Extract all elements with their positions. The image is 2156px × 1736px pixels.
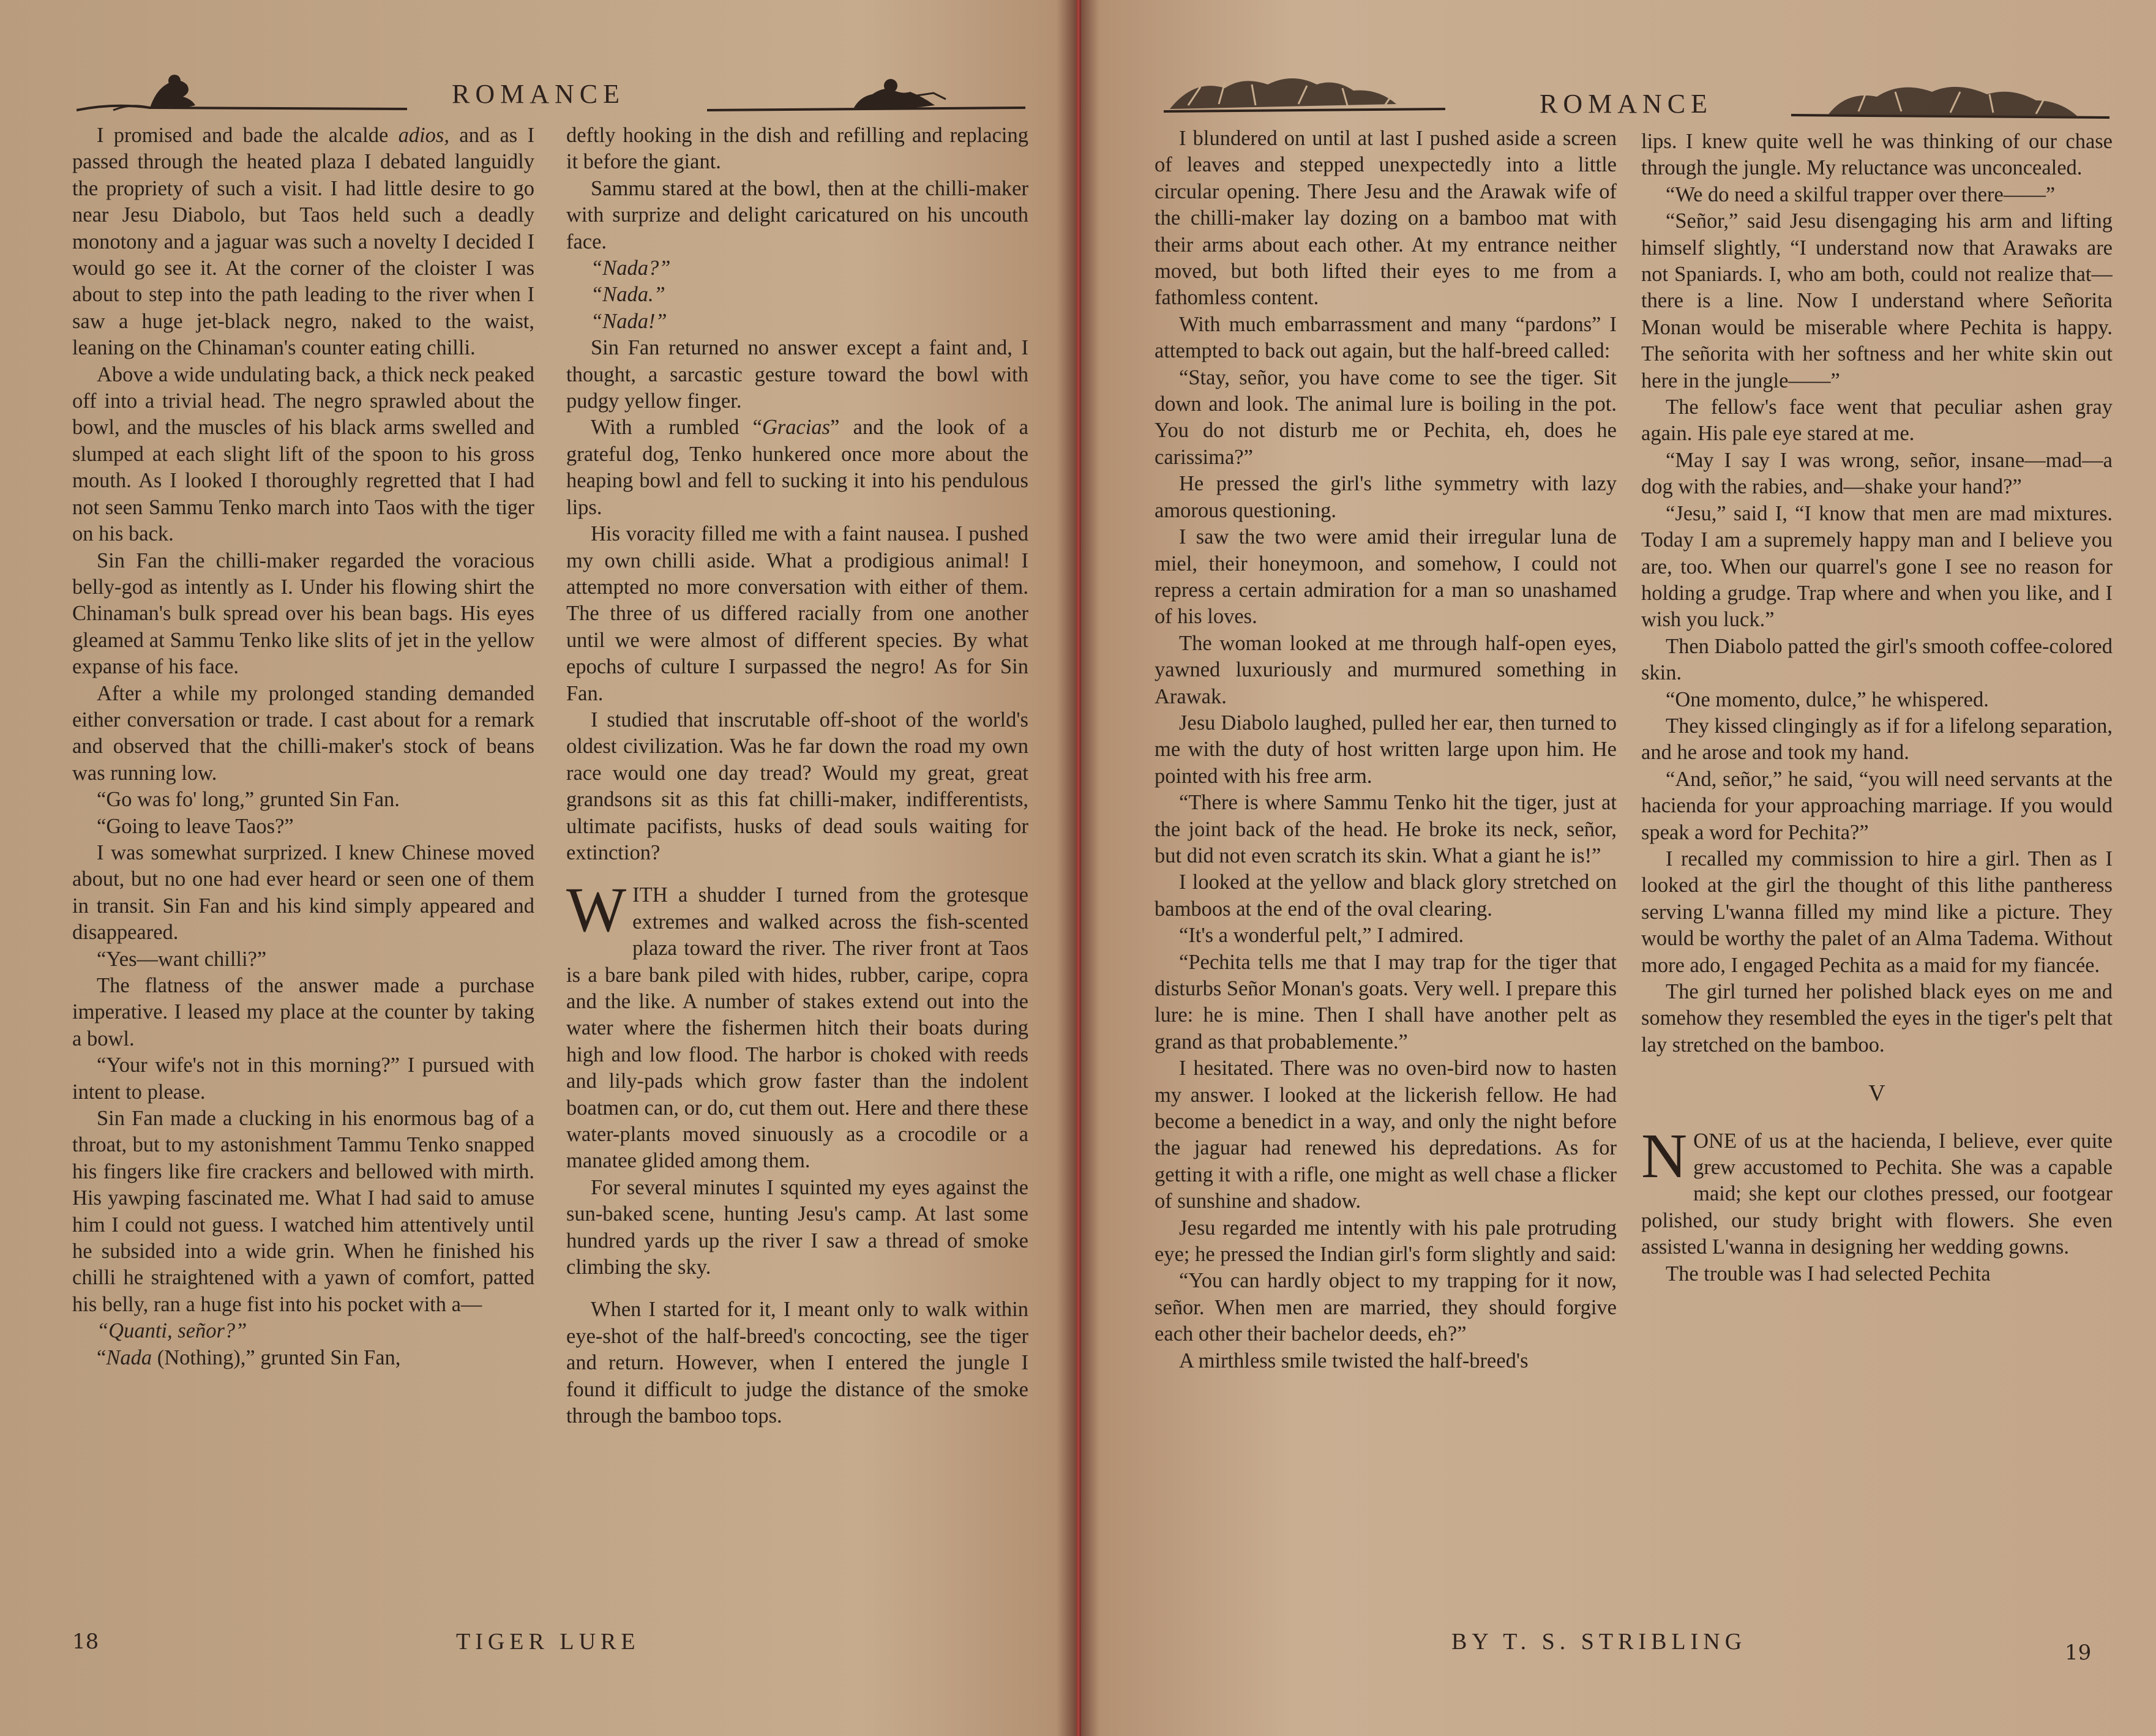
section-opening-paragraph [1641,1120,2113,1261]
paragraph: Jesu Diabolo laughed, pulled her ear, then turned to me with the duty of host written large upon him. He pointed with his free arm. [1155,711,1617,788]
paragraph: “We do need a skilful trapper over there——” [1666,182,2056,206]
paragraph: When I started for it, I meant only to walk within eye-shot of the half-breed's concocting, see the tiger and return. However, when I entered the jungle I found it difficult to judge the distance of the smoke through the bamboo tops. [566,1298,1028,1428]
paragraph: The girl turned her polished black eyes on me and somehow they resembled the eyes in the tiger's pelt that lay stretched on the bamboo. [1641,980,2113,1057]
paragraph: A mirthless smile twisted the half-breed's [1179,1349,1529,1372]
paragraph: “Nada (Nothing),” grunted Sin Fan, [97,1345,401,1369]
running-head: ROMANCE [1540,89,1713,119]
paragraph: I hesitated. There was no oven-bird now to hasten my answer. I looked at the lickerish fellow. He had become a benedict in a way, and only the night before the jaguar had renewed his depredations. As for getting it with a rifle, one might as well chase a flicker of sunshine and shadow. [1155,1057,1617,1213]
paragraph: For several minutes I squinted my eyes against the sun-baked scene, hunting Jesu's camp. At last some hundred yards up the river I saw a thread of smoke climbing the sky. [566,1175,1028,1279]
paragraph: Sin Fan made a clucking in his enormous bag of a throat, but to my astonishment Tammu Tenko snapped his fingers like fire crackers and bellowed with mirth. His yawping fascinated me. What I had said to amuse him I could not guess. I watched him attentively until he subsided into a wide grin. When he finished his chilli he straightened with a yawn of comfort, patted his belly, ran a huge fist into his pocket with a— [72,1107,534,1316]
paragraph: Then Diabolo patted the girl's smooth coffee-colored skin. [1641,634,2113,685]
jungle-foliage-ornament [1791,75,2109,124]
page-number: 18 [72,1629,99,1654]
section-opening-paragraph [566,875,1028,1174]
paragraph: “One momento, dulce,” he whispered. [1666,687,1989,711]
running-foot-author: BY T. S. STRIBLING [1451,1629,1747,1655]
paragraph: He pressed the girl's lithe symmetry with lazy amorous questioning. [1155,472,1617,522]
paragraph: “Your wife's not in this morning?” I pursued with intent to please. [72,1053,534,1104]
paragraph: The woman looked at me through half-open eyes, yawned luxuriously and murmured something in Arawak. [1155,631,1617,708]
paragraph: “Nada!” [591,309,667,333]
cherub-reclining-ornament [77,72,407,115]
paragraph: Sammu stared at the bowl, then at the chilli-maker with surprize and delight caricatured on his uncouth face. [566,176,1028,253]
paragraph: I blundered on until at last I pushed aside a screen of leaves and stepped unexpectedly into a little circular opening. There Jesu and the Arawak wife of the chilli-maker lay dozing on a bamboo mat with their arms about each other. At my entrance neither moved, but both lifted their eyes to me from a fathomless content. [1155,127,1617,310]
paragraph: With much embarrassment and many “pardons” I attempted to back out again, but the half-breed called: [1155,312,1617,363]
paragraph: They kissed clingingly as if for a lifelong separation, and he arose and took my hand. [1641,714,2113,765]
paragraph: With a rumbled “Gracias” and the look of a grateful dog, Tenko hunkered once more about the heaping bowl and fell to sucking it into his pendulous lips. [566,416,1028,519]
paragraph: Sin Fan the chilli-maker regarded the voracious belly-god as intently as I. Under his flowing shirt the Chinaman's bulk spread over his bean bags. His eyes gleamed at Sammu Tenko like slits of jet in the yellow expanse of his face. [72,548,534,679]
paragraph: Jesu regarded me intently with his pale protruding eye; he pressed the Indian girl's form slightly and said: [1155,1216,1617,1266]
section-number: V [1868,1080,1885,1107]
paragraph: “Nada?” [591,256,671,280]
paragraph: After a while my prolonged standing demanded either conversation or trade. I cast about for a remark and observed that the chilli-maker's stock of beans was running low. [72,681,534,785]
paragraph: I recalled my commission to hire a girl. Then as I looked at the girl the thought of this lithe pantheress serving L'wanna filled my mind like a picture. They would be worthy the palet of an Alma Tadema. Without more ado, I engaged Pechita as a maid for my fiancée. [1641,847,2113,977]
paragraph: I promised and bade the alcalde adios, and as I passed through the heated plaza I debated languidly the propriety of such a visit. I had little desire to go near Jesu Diabolo, but Taos held such a deadly monotony and a jaguar was such a novelty I decided I would go see it. At the corner of the cloister I was about to step into the path leading to the river when I saw a huge jet-black negro, naked to the waist, leaning on the Chinaman's counter eating chilli. [72,124,534,360]
jungle-foliage-ornament [1164,69,1445,118]
paragraph: “Stay, señor, you have come to see the tiger. Sit down and look. The animal lure is boiling in the pot. You do not disturb me or Pechita, eh, does he carissima?” [1155,365,1617,469]
right-column-2 [1641,129,2113,1628]
paragraph: I saw the two were amid their irregular luna de miel, their honeymoon, and somehow, I could not repress a certain admiration for a man so unashamed of his loves. [1155,525,1617,629]
paragraph: “Pechita tells me that I may trap for the tiger that disturbs Señor Monan's goats. Very well. I prepare this lure: he is mine. Then I shall have another pelt as grand as that probablemente.” [1155,950,1617,1053]
paragraph: “May I say I was wrong, señor, insane—mad—a dog with the rabies, and—shake your hand?” [1641,448,2113,499]
running-foot-title: TIGER LURE [456,1629,640,1655]
left-column-2 [566,122,1028,1622]
paragraph: I studied that inscrutable off-shoot of the world's oldest civilization. Was he far down the road my own race would one day tread? Would my great, great grandsons sit as this fat chilli-maker, indifferentists, ultimate pacifists, husks of dead souls waiting for extinction? [566,708,1028,864]
left-column-1 [72,122,534,1622]
drop-cap: W [566,875,627,946]
paragraph: “Jesu,” said I, “I know that men are mad mixtures. Today I am a supremely happy man and I believe you are, too. When our quarrel's gone I see no reason for holding a grudge. Trap where and when you like, and I wish you luck.” [1641,501,2113,632]
paragraph: “Yes—want chilli?” [97,947,267,971]
paragraph: “Go was fo' long,” grunted Sin Fan. [97,788,400,812]
paragraph: “And, señor,” he said, “you will need servants at the hacienda for your approaching marriage. If you would speak a word for Pechita?” [1641,767,2113,844]
paragraph: The fellow's face went that peculiar ashen gray again. His pale eye stared at me. [1641,395,2113,446]
paragraph: “Señor,” said Jesu disengaging his arm and lifting himself slightly, “I understand now that Arawaks are not Spaniards. I, who am both, could not realize that—there is a line. Now I understand where Señorita Monan would be miserable where Pechita is happy. The señorita with her softness and her white skin out here in the jungle——” [1641,209,2113,392]
drop-cap: N [1641,1120,1688,1191]
paragraph: “You can hardly object to my trapping for it now, señor. When men are married, they should forgive each other their bachelor deeds, eh?” [1155,1269,1617,1346]
figure-reclining-ornament [707,72,1025,115]
paragraph-text: ITH a shudder I turned from the grotesque extremes and walked across the fish-scented plaza toward the river. The river front at Taos is a bare bank piled with hides, rubber, caripe, copra and the like. A number of stakes extend out into the water where the fishermen hitch their boats during high and low flood. The harbor is choked with reeds and lily-pads which grow faster than the indolent boatmen can, or do, cut them out. Here and there these water-plants moved sinuously as a crocodile or a manatee glided among them. [566,883,1028,1173]
running-head: ROMANCE [452,79,626,109]
right-page [1078,0,2156,1736]
paragraph: “Quanti, señor?” [97,1319,247,1343]
paragraph: “Nada.” [591,283,665,307]
paragraph: Sin Fan returned no answer except a faint and, I thought, a sarcastic gesture toward the bowl with pudgy yellow finger. [566,336,1028,413]
paragraph-text: ONE of us at the hacienda, I believe, ever quite grew accustomed to Pechita. She was a capable maid; she kept our clothes pressed, our footgear polished, our study bright with flowers. She even assisted L'wanna in designing her wedding gowns. [1641,1129,2113,1259]
paragraph: The flatness of the answer made a purchase imperative. I leased my place at the counter by taking a bowl. [72,974,534,1050]
paragraph: I looked at the yellow and black glory stretched on bamboos at the end of the oval clearing. [1155,870,1617,921]
paragraph: lips. I knew quite well he was thinking of our chase through the jungle. My reluctance was unconcealed. [1641,130,2113,180]
paragraph: Above a wide undulating back, a thick neck peaked off into a trivial head. The negro sprawled about the bowl, and the muscles of his black arms swelled and slumped at each slight lift of the spoon to his gross mouth. As I looked I thoroughly regretted that I had not seen Sammu Tenko march into Taos with the tiger on his back. [72,362,534,546]
paragraph: “There is where Sammu Tenko hit the tiger, just at the joint back of the head. He broke its neck, señor, but did not even scratch its skin. What a giant he is!” [1155,791,1617,867]
paragraph: The trouble was I had selected Pechita [1666,1262,1991,1285]
paragraph: “Going to leave Taos?” [97,814,294,838]
paragraph: I was somewhat surprized. I knew Chinese moved about, but no one had ever heard or seen one of them in transit. Sin Fan and his kind simply appeared and disappeared. [72,840,534,945]
paragraph: “It's a wonderful pelt,” I admired. [1179,924,1464,948]
paragraph: His voracity filled me with a faint nausea. I pushed my own chilli aside. What a prodigious animal! I attempted no more conversation with either of them. The three of us differed racially from one another until we were almost of different species. By what epochs of culture I surpassed the negro! As for Sin Fan. [566,522,1028,705]
right-column-1 [1155,125,1617,1625]
paragraph: deftly hooking in the dish and refilling and replacing it before the giant. [566,124,1028,174]
page-number: 19 [2065,1641,2092,1665]
